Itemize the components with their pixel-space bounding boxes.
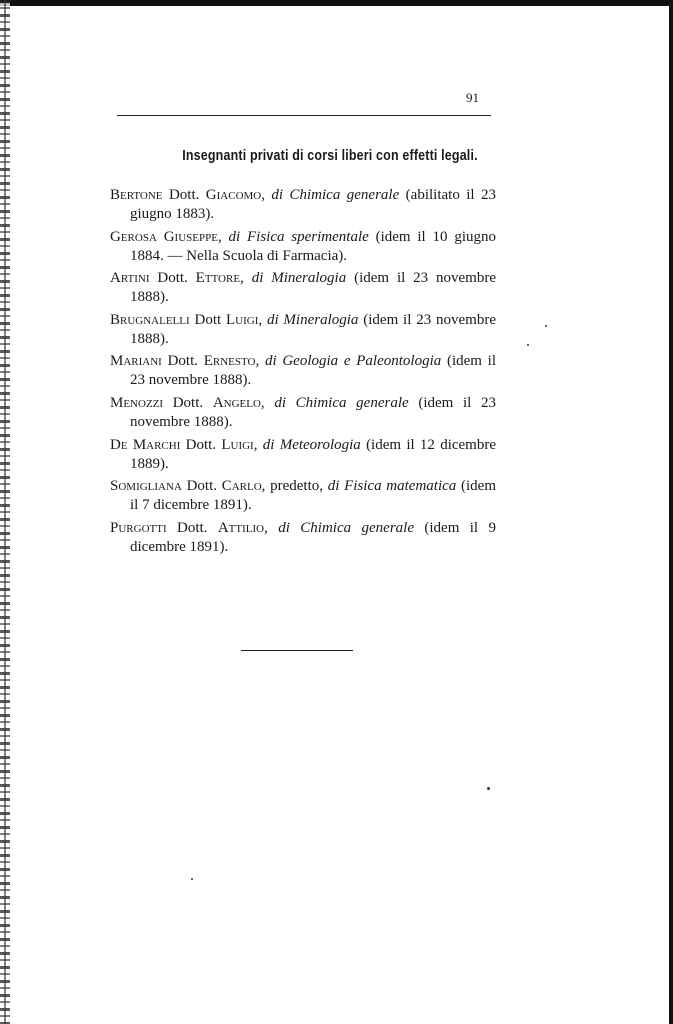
surname: Bertone bbox=[110, 187, 163, 203]
note: (idem il 9 dicembre 1891). bbox=[130, 519, 496, 555]
surname: Somigliana bbox=[110, 478, 182, 495]
title: Dott. bbox=[166, 519, 218, 536]
separator: , bbox=[264, 519, 279, 536]
note: (idem il 10 giugno 1884. — Nella Scuola di Farmacia). bbox=[130, 228, 496, 264]
title bbox=[157, 229, 164, 245]
title: Dott. bbox=[163, 394, 213, 411]
note: (abilitato il 23 giugno 1883). bbox=[130, 187, 496, 222]
list-item bbox=[110, 477, 496, 515]
surname: Artini bbox=[110, 270, 150, 287]
subject: di Fisica matematica bbox=[327, 478, 457, 495]
scan-speck bbox=[545, 325, 547, 327]
given-name: Carlo bbox=[221, 478, 262, 495]
surname: De Marchi bbox=[110, 436, 181, 453]
list-item bbox=[110, 519, 496, 557]
separator: , bbox=[255, 353, 265, 370]
closing-rule bbox=[241, 650, 353, 651]
teacher-list bbox=[110, 186, 496, 560]
surname: Menozzi bbox=[110, 394, 164, 411]
surname: Mariani bbox=[110, 353, 162, 370]
subject: di Chimica generale bbox=[278, 519, 414, 536]
subject: di Geologia e Paleontologia bbox=[264, 353, 442, 370]
given-name: Luigi bbox=[225, 311, 259, 328]
separator: , bbox=[258, 311, 267, 328]
given-name: Giuseppe bbox=[163, 228, 218, 245]
note: (idem il 23 novembre 1888). bbox=[130, 311, 497, 347]
given-name: Luigi bbox=[221, 436, 254, 453]
list-item bbox=[110, 186, 496, 224]
given-name: Giacomo bbox=[205, 187, 262, 203]
section-title: Insegnanti privati di corsi liberi con effetti legali. bbox=[182, 148, 478, 164]
surname: Brugnalelli bbox=[110, 311, 190, 328]
separator: , predetto, bbox=[261, 478, 328, 495]
scan-speck bbox=[527, 344, 529, 346]
note: (idem il 23 novembre 1888). bbox=[130, 394, 497, 430]
title: Dott bbox=[189, 311, 226, 328]
note: (idem il 7 dicembre 1891). bbox=[130, 478, 496, 514]
separator: , bbox=[253, 436, 263, 453]
scan-top-border bbox=[0, 0, 673, 6]
separator: , bbox=[261, 187, 272, 203]
title: Dott. bbox=[181, 478, 222, 495]
scan-right-border bbox=[669, 0, 673, 1024]
list-item bbox=[110, 352, 496, 390]
list-item bbox=[110, 394, 496, 432]
page-number: 91 bbox=[466, 90, 479, 105]
given-name: Angelo bbox=[212, 394, 261, 411]
given-name: Ettore bbox=[195, 270, 241, 287]
scan-left-edge-line bbox=[4, 0, 6, 1024]
title: Dott. bbox=[162, 187, 206, 203]
given-name: Attilio bbox=[217, 519, 265, 536]
subject: di Chimica generale bbox=[274, 394, 409, 411]
list-item bbox=[110, 228, 496, 266]
header-rule bbox=[117, 115, 491, 116]
title: Dott. bbox=[161, 353, 204, 370]
subject: di Mineralogia bbox=[251, 270, 347, 287]
note: (idem il 12 dicembre 1889). bbox=[130, 436, 496, 472]
subject: di Chimica generale bbox=[271, 187, 400, 203]
note: (idem il 23 novembre 1888). bbox=[130, 270, 496, 306]
note: (idem il 23 novembre 1888). bbox=[130, 353, 497, 389]
list-item bbox=[110, 311, 496, 349]
surname: Purgotti bbox=[110, 519, 167, 536]
list-item bbox=[110, 436, 496, 474]
separator: , bbox=[260, 394, 275, 411]
scan-speck bbox=[487, 787, 490, 790]
surname: Gerosa bbox=[110, 228, 157, 245]
subject: di Fisica sperimentale bbox=[228, 228, 369, 245]
subject: di Meteorologia bbox=[262, 436, 361, 453]
separator: , bbox=[240, 270, 252, 287]
list-item bbox=[110, 269, 496, 307]
title: Dott. bbox=[180, 436, 222, 453]
given-name: Ernesto bbox=[203, 353, 256, 370]
separator: , bbox=[217, 228, 229, 245]
title: Dott. bbox=[149, 270, 196, 287]
scan-speck bbox=[191, 878, 193, 880]
subject: di Mineralogia bbox=[266, 311, 359, 328]
